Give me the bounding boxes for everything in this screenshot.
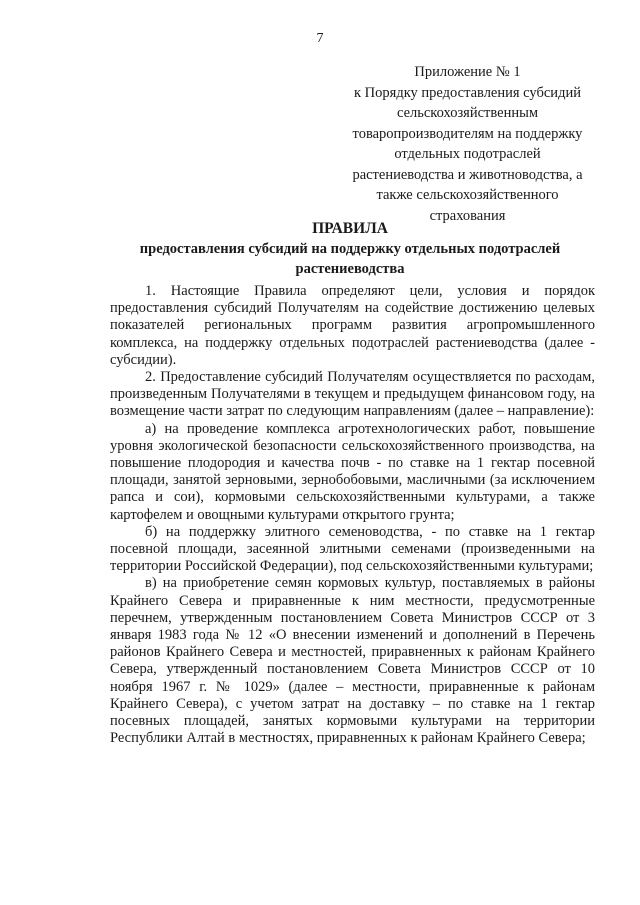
- paragraph-1: 1. Настоящие Правила определяют цели, условия и порядок предоставления субсидий Получателям на содействие достижению целевых показателей региональных программ развития агропромышленного комплекса, на поддержку отдельных подотраслей растениеводства (далее - субсидии).: [110, 283, 595, 368]
- appendix-line: отдельных подотраслей: [394, 146, 541, 162]
- document-title: ПРАВИЛА: [312, 220, 388, 237]
- appendix-line: Приложение № 1: [414, 64, 521, 80]
- appendix-line: растениеводства и животноводства, а: [352, 166, 583, 183]
- appendix-header: [325, 62, 610, 226]
- document-body: [110, 283, 595, 747]
- appendix-line: товаропроизводителям на поддержку: [352, 125, 583, 142]
- appendix-line: сельскохозяйственным: [396, 105, 539, 121]
- paragraph-2b: б) на поддержку элитного семеноводства, - по ставке на 1 гектар посевной площади, засеянной элитными семенами (произведенными на территории Российской Федерации), под сельскохозяйственными культурами;: [110, 523, 595, 575]
- paragraph-2c: в) на приобретение семян кормовых культур, поставляемых в районы Крайнего Севера и приравненные к ним местности, предусмотренные перечнем, утвержденным постановлением Совета Министров СССР от 3 января 1983 года № 12 «О внесении изменений и дополнений в Перечень районов Крайнего Севера и местностей, приравненных к районам Крайнего Севера, утвержденный постановлением Совета Министров СССР от 10 ноября 1967 г. № 1029» (далее – местности, приравненные к районам Крайнего Севера), с учетом затрат на доставку – по ставке на 1 гектар посевных площадей, занятых кормовыми культурами на территории Республики Алтай в местностях, приравненных к районам Крайнего Севера;: [110, 575, 595, 747]
- document-subtitle-line-1: предоставления субсидий на поддержку отдельных подотраслей: [139, 241, 561, 257]
- page-number: 7: [316, 31, 324, 46]
- document-heading: [80, 219, 620, 279]
- appendix-line: к Порядку предоставления субсидий: [354, 84, 581, 101]
- appendix-line: также сельскохозяйственного: [376, 187, 559, 203]
- paragraph-2a: а) на проведение комплекса агротехнологических работ, повышение уровня экологической безопасности сельскохозяйственного производства, на повышение плодородия и качества почв - по ставке на 1 гектар посевной площади, занятой зерновыми, зернобобовыми, масличными (за исключением рапса и сои), кормовыми сельскохозяйственными культурами, а также картофелем и овощными культурами открытого грунта;: [110, 420, 595, 523]
- paragraph-2: 2. Предоставление субсидий Получателям осуществляется по расходам, произведенным Получателями в текущем и предыдущем финансовом году, на возмещение части затрат по следующим направлениям (далее – направление):: [110, 369, 595, 420]
- document-subtitle-line-2: растениеводства: [295, 261, 405, 277]
- appendix-line: страхования: [429, 207, 506, 224]
